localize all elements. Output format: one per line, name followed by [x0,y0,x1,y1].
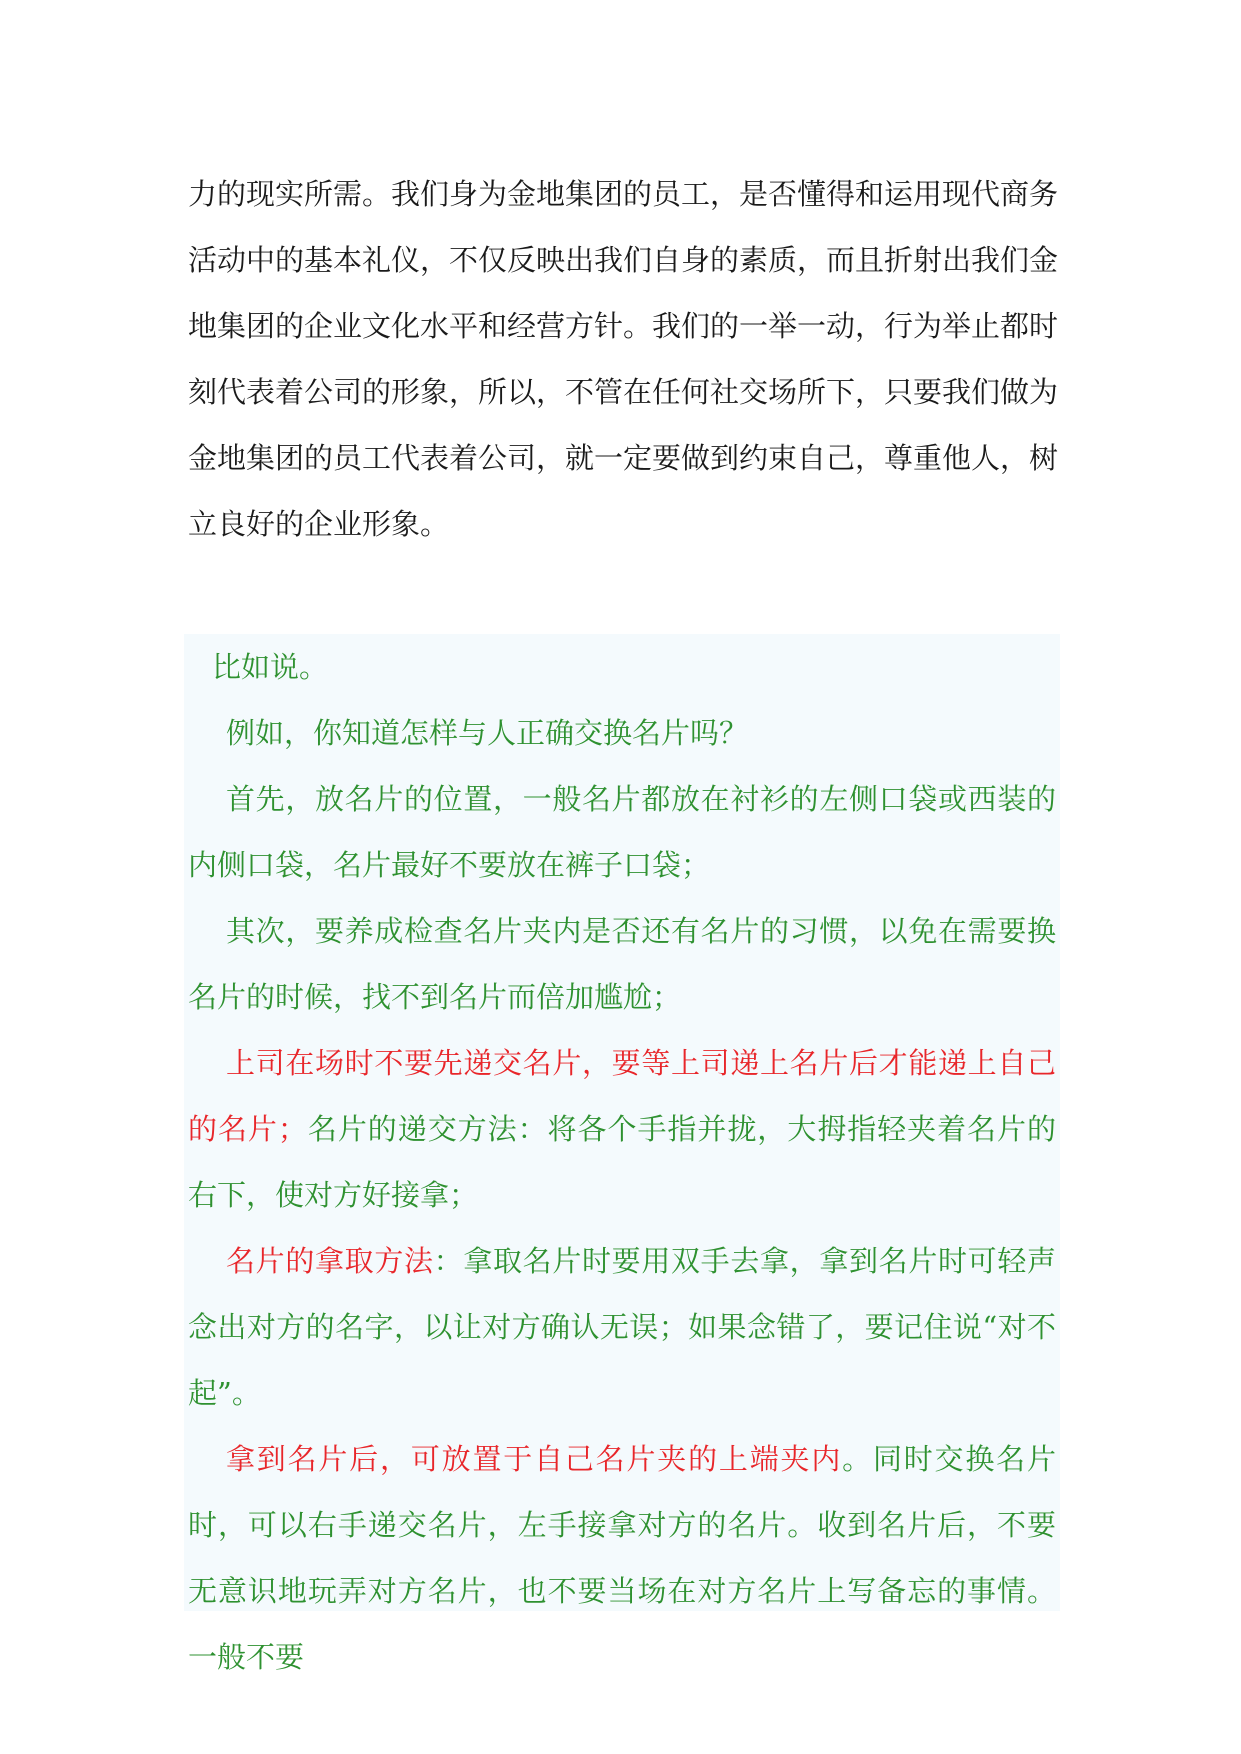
callout-text-handover: 名片的递交方法：将各个手指并拢，大拇指轻夹着名片的右下，使对方好接拿； [188,1112,1056,1212]
callout-paragraph-second: 其次，要养成检查名片夹内是否还有名片的习惯，以免在需要换名片的时候，找不到名片而倍加尴尬； [188,914,1056,1014]
callout-paragraph-superior [184,1030,1060,1228]
callout-text-storage: 。同时交换名片时，可以右手递交名片，左手接拿对方的名片。收到名片后，不要无意识地玩弄对方名片，也不要当场在对方名片上写备忘的事情。一般不要 [188,1442,1056,1674]
callout-highlight-superior: 上司在场时不要先递交名片，要等上司递上名片后才能递上自己的名片； [188,1046,1056,1146]
etiquette-callout-box [184,634,1060,1674]
callout-paragraph-storage [184,1426,1060,1690]
callout-paragraph-first: 首先，放名片的位置，一般名片都放在衬衫的左侧口袋或西装的内侧口袋，名片最好不要放在裤子口袋； [188,782,1056,882]
callout-highlight-storage: 拿到名片后，可放置于自己名片夹的上端夹内 [226,1442,843,1476]
intro-paragraph: 力的现实所需。我们身为金地集团的员工，是否懂得和运用现代商务活动中的基本礼仪，不仅反映出我们自身的素质，而且折射出我们金地集团的企业文化水平和经营方针。我们的一举一动，行为举止都时刻代表着公司的形象，所以，不管在任何社交场所下，只要我们做为金地集团的员工代表着公司，就一定要做到约束自己，尊重他人，树立良好的企业形象。 [188,177,1059,541]
callout-text-receive: ：拿取名片时要用双手去拿，拿到名片时可轻声念出对方的名字，以让对方确认无误；如果念错了，要记住说“对不起”。 [188,1244,1056,1410]
callout-paragraph-example: 例如，你知道怎样与人正确交换名片吗？ [226,716,749,750]
callout-lead: 比如说。 [212,650,329,684]
callout-highlight-receive: 名片的拿取方法 [226,1244,434,1278]
callout-paragraph-receive [184,1228,1060,1426]
